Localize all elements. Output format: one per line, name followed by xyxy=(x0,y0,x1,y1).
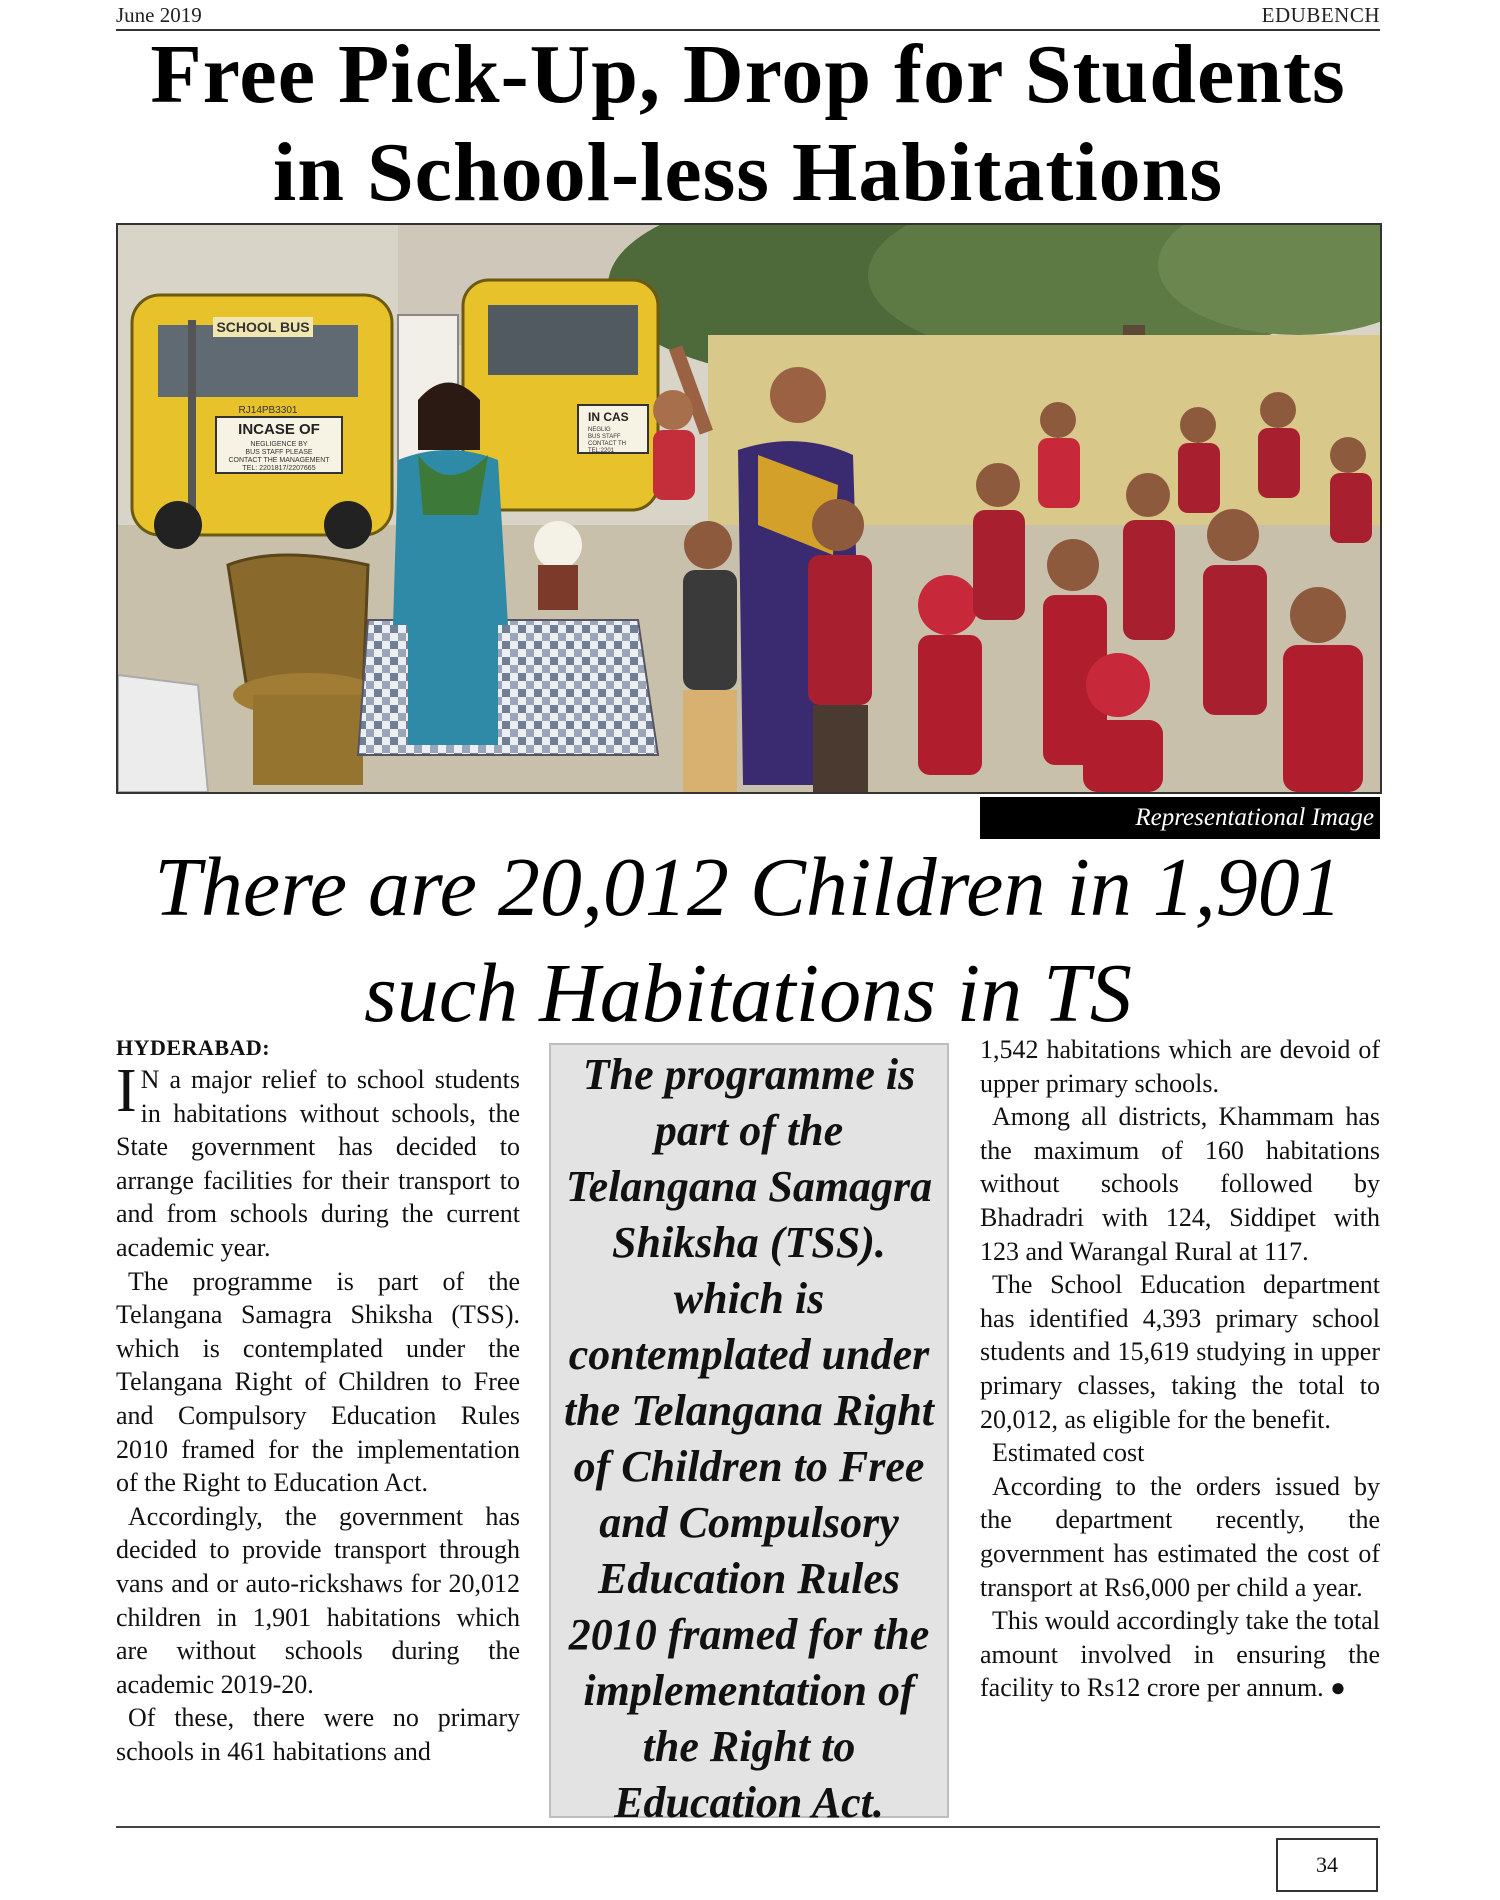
article-paragraph: The School Education department has identified 4,393 primary school students and 15,619 studying in upper primary classes, taking the total to 20,012, as eligible for the benefit. xyxy=(980,1270,1380,1434)
article-paragraph: The programme is part of the Telangana Samagra Shiksha (TSS). which is contemplated under the Telangana Right of Children to Free and Compulsory Education Rules 2010 framed for the implementation of the Right to Education Act. xyxy=(116,1266,520,1498)
article-paragraph: Among all districts, Khammam has the maximum of 160 habitations without schools followed by Bhadradri with 124, Siddipet with 123 and Warangal Rural at 117. xyxy=(980,1102,1380,1266)
article-paragraph xyxy=(116,1057,520,1265)
bus-notice-line: TEL: 2201817/2207665 xyxy=(242,465,316,472)
paragraph-text: N a major relief to school students in habitations without schools, the State government has decided to arrange facilities for their transport to and from schools during the current academic year. xyxy=(116,1065,520,1262)
bus2-notice-line: CONTACT TH xyxy=(588,441,627,447)
drop-cap: I xyxy=(116,1057,137,1125)
issue-date: June 2019 xyxy=(116,3,202,27)
bus-notice-line: BUS STAFF PLEASE xyxy=(245,449,313,456)
page-number: 34 xyxy=(1276,1838,1378,1892)
article-column-1 xyxy=(116,1033,520,1768)
bus-notice-line: CONTACT THE MANAGEMENT xyxy=(228,457,330,464)
publication-name: EDUBENCH xyxy=(1261,3,1380,27)
bottom-rule xyxy=(116,1826,1380,1828)
article-paragraph: 1,542 habitations which are devoid of upper primary schools. xyxy=(980,1035,1380,1098)
article-paragraph: Accordingly, the government has decided to provide transport through vans and or auto-rickshaws for 20,012 children in 1,901 habitations which are without schools during the academic 2019-20. xyxy=(116,1501,520,1699)
bus-notice-title: INCASE OF xyxy=(238,421,320,438)
bus-notice-line: NEGLIGENCE BY xyxy=(250,441,308,448)
article-paragraph: This would accordingly take the total amount involved in ensuring the facility to Rs12 crore per annum. ● xyxy=(980,1606,1380,1703)
subheadline: There are 20,012 Children in 1,901 such Habitations in TS xyxy=(154,841,1342,1040)
bus2-notice-line: NEGLIG xyxy=(588,427,611,433)
bus2-notice-line: BUS STAFF xyxy=(588,434,621,440)
bus2-notice-line: TEL:2201 xyxy=(588,448,615,454)
photo-caption: Representational Image xyxy=(980,797,1380,839)
headline: Free Pick-Up, Drop for Students in School-less Habitations xyxy=(150,28,1346,219)
section-subheading: Estimated cost xyxy=(992,1438,1145,1468)
article-column-3 xyxy=(980,1033,1380,1705)
bus2-notice-title: IN CAS xyxy=(588,410,629,424)
dateline: HYDERABAD: xyxy=(116,1035,271,1060)
pull-quote: The programme is part of the Telangana Samagra Shiksha (TSS). which is contemplated under the Telangana Right of Children to Free and Compulsory Education Rules 2010 framed for the implementation of the Right to Education Act. xyxy=(549,1043,949,1818)
article-paragraph: According to the orders issued by the department recently, the government has estimated the cost of transport at Rs6,000 per child a year. xyxy=(980,1471,1380,1602)
article-photo xyxy=(116,223,1382,794)
article-paragraph: Of these, there were no primary schools in 461 habitations and xyxy=(116,1703,520,1766)
photo-illustration xyxy=(118,225,1380,792)
bus-sign-text: SCHOOL BUS xyxy=(216,319,310,335)
bus-plate-text: RJ14PB3301 xyxy=(238,405,298,416)
